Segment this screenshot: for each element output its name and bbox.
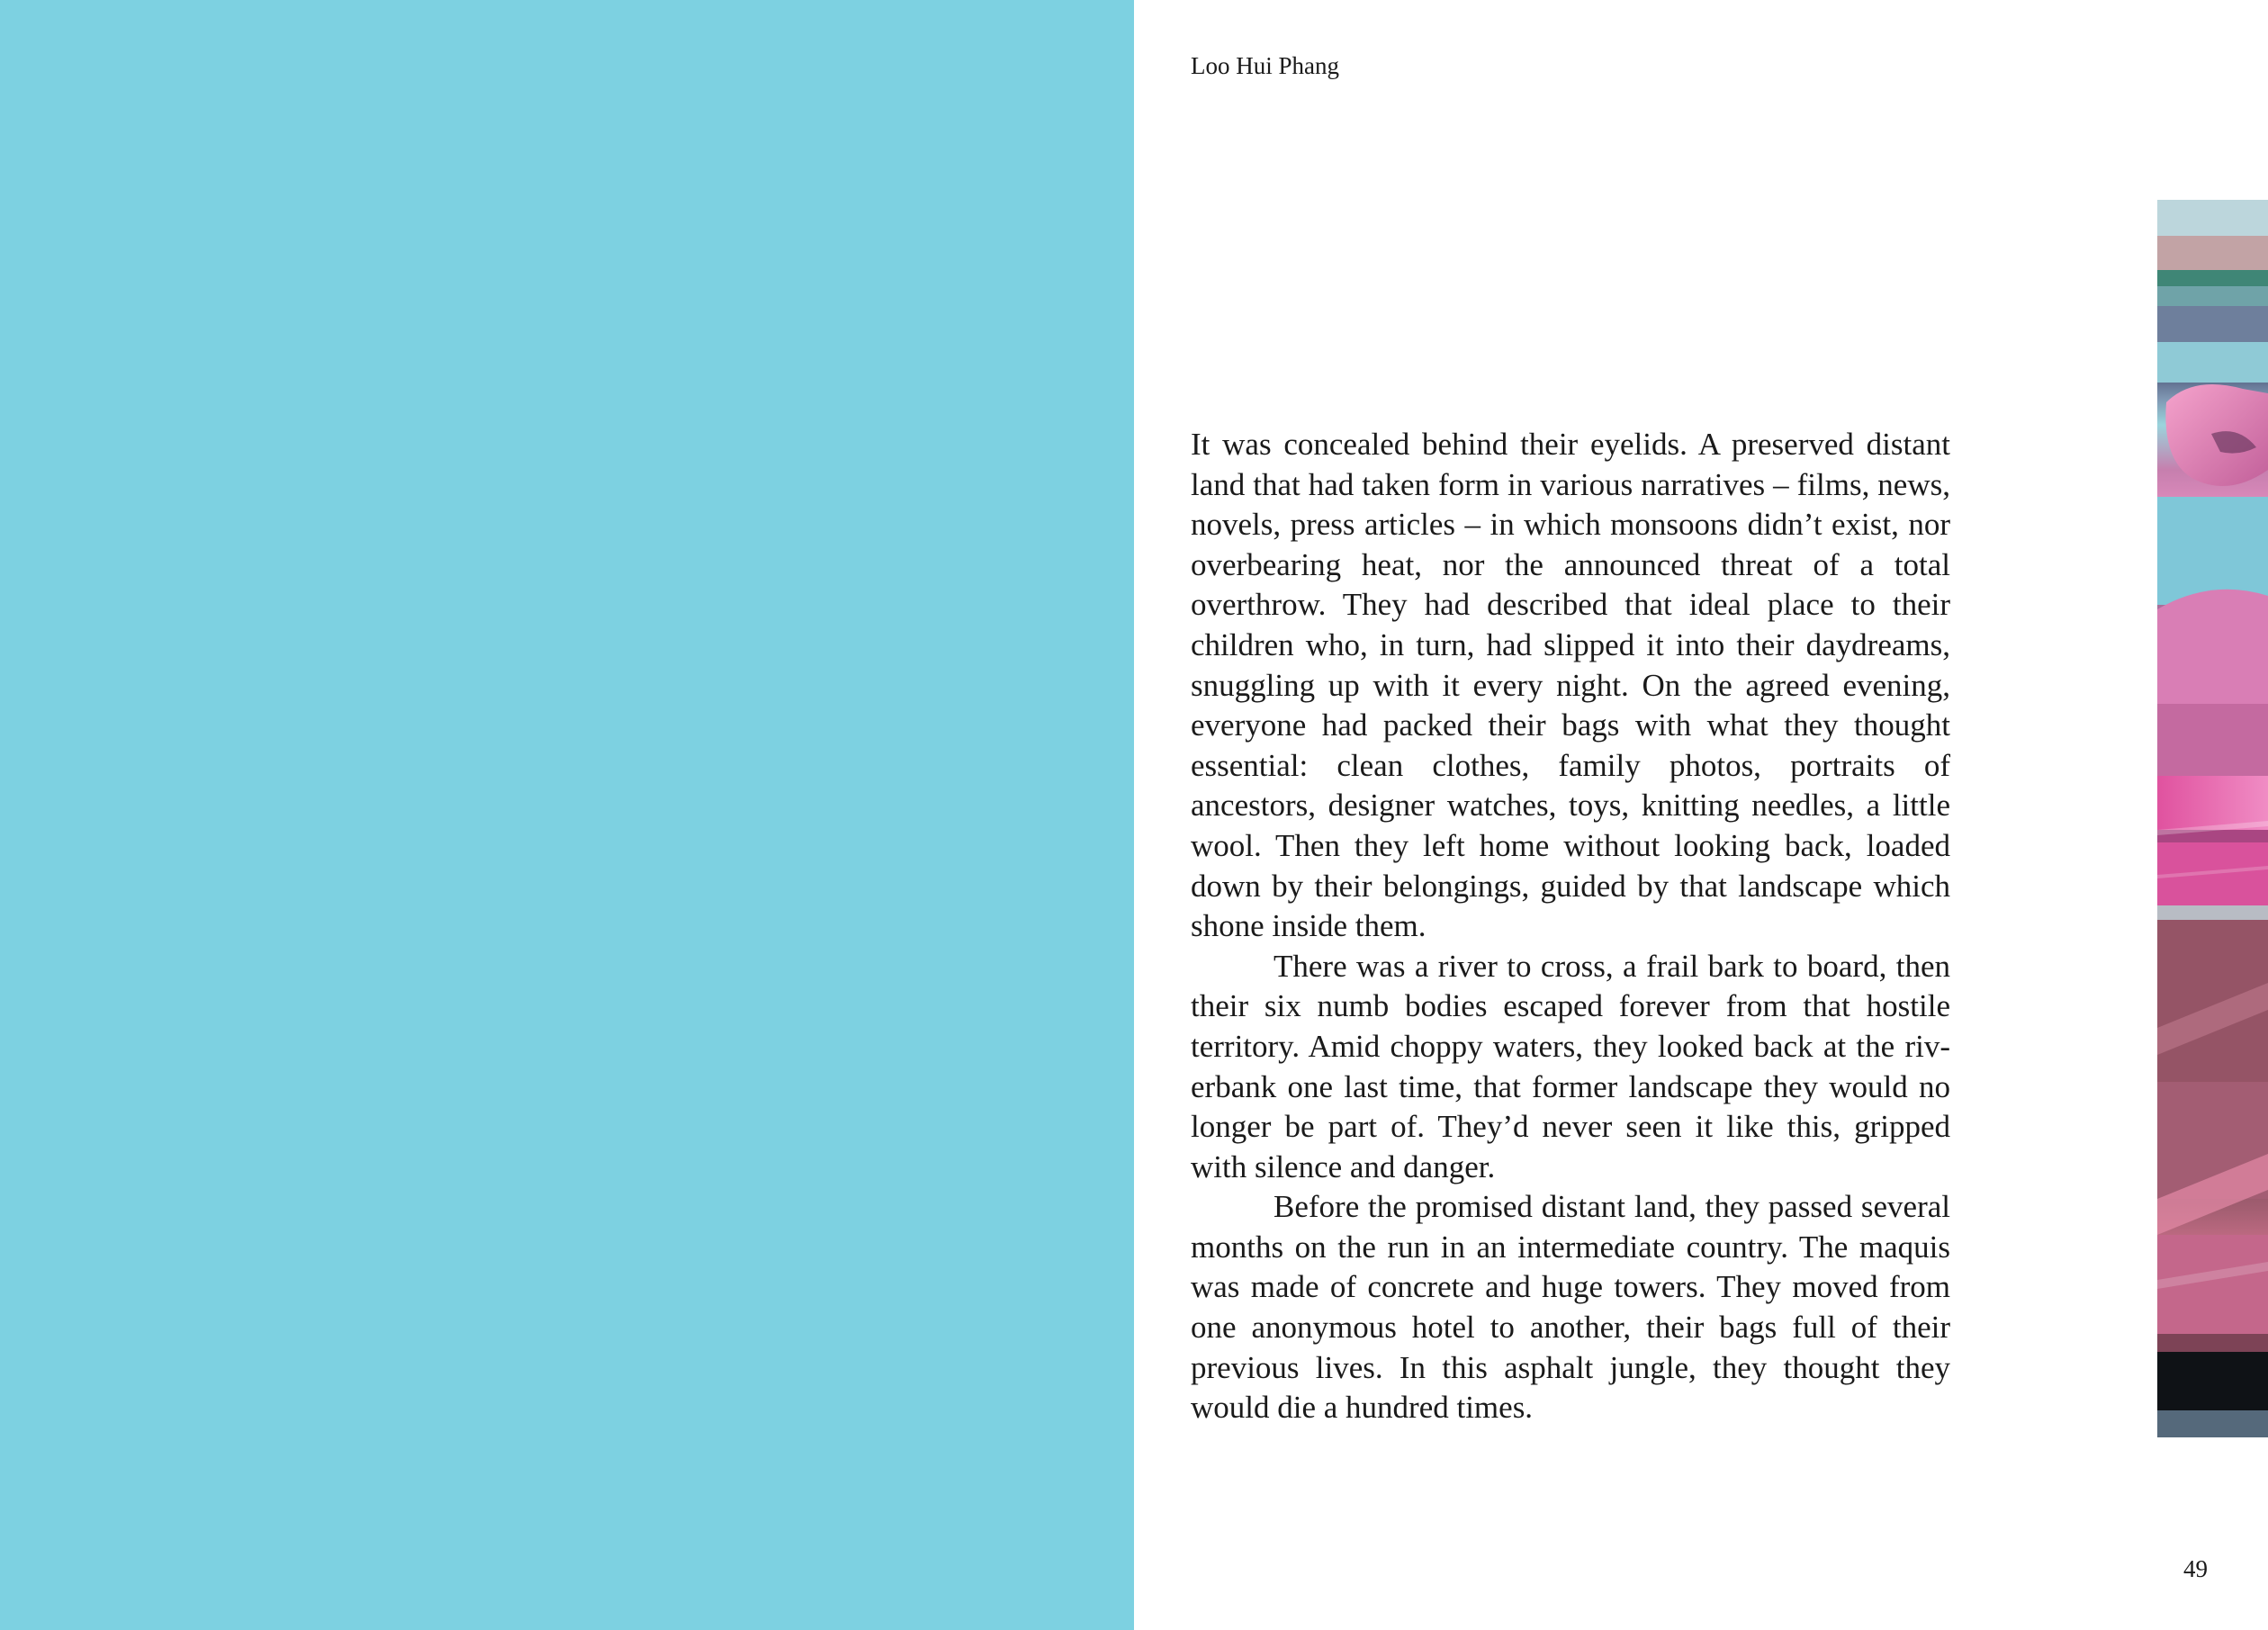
- paragraph-3: Before the promised distant land, they passed several months on the run in an intermediate country. The maquis was made of concrete and huge towers. They moved from one anonymous hotel to another, their bags full of their previous lives. In this asphalt jungle, they thought they would die a hundred times.: [1191, 1189, 1950, 1426]
- running-header-author: Loo Hui Phang: [1191, 52, 1339, 79]
- artwork-image-strip: [2157, 200, 2268, 1437]
- artwork-illustration: [2157, 200, 2268, 1437]
- page-number: 49: [2183, 1555, 2208, 1582]
- paragraph-2: There was a river to cross, a frail bark to board, then their six numb bodies escaped forever from that hostile territory. Amid choppy waters, they looked back at the riverbank one last time, that former landscape they would no longer be part of. They’d never seen it like this, gripped with silence and danger.: [1191, 948, 1950, 1184]
- paragraph-1: It was concealed behind their eyelids. A preserved distant land that had taken form in various narratives – films, news, novels, press articles – in which monsoons didn’t exist, nor overbearing heat, nor the announced threat of a total overthrow. They had described that ideal place to their children who, in turn, had slipped it into their daydreams, snuggling up with it every night. On the agreed evening, everyone had packed their bags with what they thought essential: clean clothes, family photos, portraits of ancestors, designer watches, toys, knitting needles, a little wool. Then they left home without looking back, loaded down by their belongings, guided by that landscape which shone inside them.: [1191, 427, 1950, 944]
- body-text: [1191, 425, 1950, 1428]
